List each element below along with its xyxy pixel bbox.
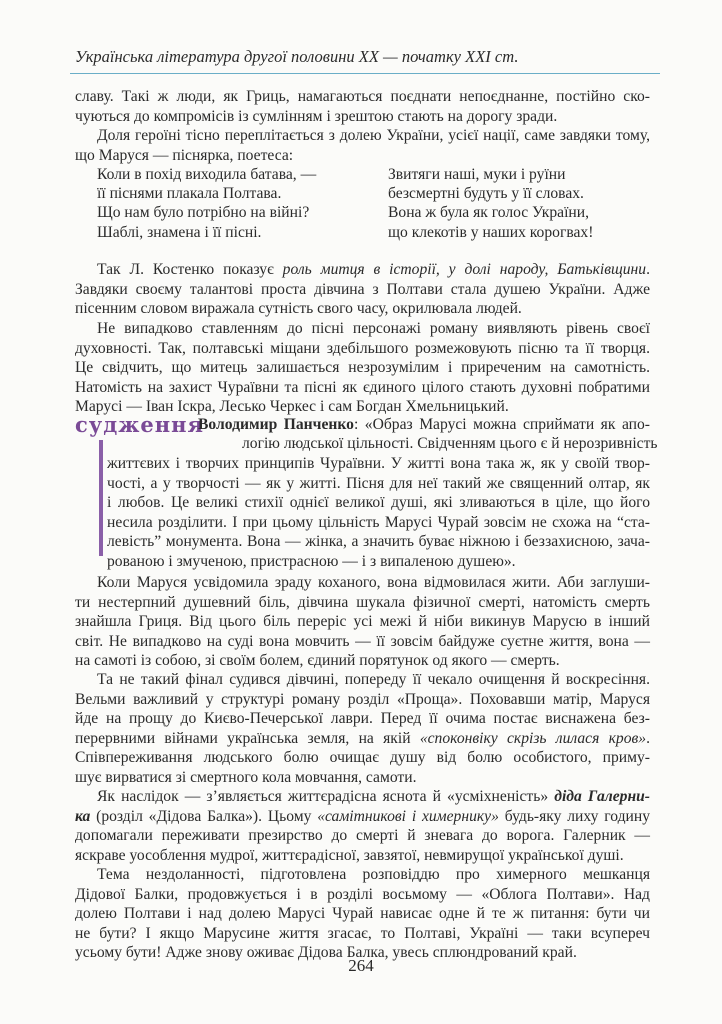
text-segment: (розділ «Дідова Балка»). Цьому: [90, 807, 318, 825]
text-line: що Маруся — піснярка, поетеса:: [75, 146, 294, 164]
text-line: Вельми важливий у структурі роману розділ «Проща». Поховавши матір, Маруся: [75, 690, 650, 708]
text-line: усьому бути! Адже знову оживає Дідова Балка, увесь сплюндрований край.: [75, 944, 577, 961]
text-segment: : «Образ Марусі можна сприймати як апо-: [353, 416, 650, 433]
text-segment: .: [646, 261, 650, 278]
paragraph-6: [75, 670, 650, 787]
paragraph-5: [75, 573, 650, 671]
text-line: Коли Маруся усвідомила зраду коханого, вона відмовилася жити. Аби заглуши-: [97, 574, 650, 591]
text-segment: Так Л. Костенко показує: [97, 261, 283, 278]
text-line: Не випадково ставленням до пісні персонажі роману виявляють рівень своєї: [97, 320, 650, 337]
emphasized-text: роль митця в історії, у долі народу, Батьківщини: [282, 261, 647, 278]
text-line: левість” монумента. Вона — жінка, а значить буває ніжною і беззахисною, зача-: [107, 533, 650, 550]
poem-line: Шаблі, знамена і її пісні.: [97, 223, 262, 241]
paragraph-2: [75, 126, 650, 165]
text-line: Натомість на захист Чураївни та пісні як єдиного цілого стають духовні побратими: [75, 378, 650, 396]
poem-line: її піснями плакала Полтава.: [97, 185, 282, 203]
text-line: несила розділити. І при цьому цільність Марусі Чурай зовсім не схожа на “ста-: [107, 513, 650, 531]
text-line: рованою і змученою, пристрасною — і з випаленою душею».: [107, 552, 516, 570]
text-segment: будь-яку лиху годину: [498, 807, 650, 825]
text-line: йде на прощу до Києво-Печерської лаври. Перед її очима постає виснажена без-: [75, 710, 650, 727]
text-line: [75, 260, 650, 280]
text-line: життєвих і творчих принципів Чураївни. У житті вона така ж, як у своїй твор-: [107, 455, 650, 472]
text-segment: перервними війнами українська земля, на якій: [75, 729, 420, 747]
text-line: і любов. Це великі стихії однієї великої душі, які зливаються в ціле, що його: [107, 494, 650, 511]
poem-right-stanza: [388, 165, 593, 242]
emphasized-text: діда Галерни-: [554, 788, 650, 805]
text-line: чуються до компромісів із сумлінням і зрештою стають на дорогу зради.: [75, 107, 558, 125]
poem-left-stanza: [97, 165, 316, 242]
text-line: Це свідчить, що митець залишається незрозумілим і приреченим на самотність.: [75, 359, 650, 376]
emphasized-text: «самітникові і химернику»: [317, 807, 499, 825]
emphasized-text: Володимир Панченко: [198, 416, 354, 433]
text-line: шує вирватися зі смертного кола мовчання, самоти.: [75, 768, 417, 786]
text-line: Співпереживання людського болю очищає душу від болю особистого, приму-: [75, 749, 650, 766]
text-line: світ. Не випадково на суді вона мовчить — її зовсім байдуже суєтне життя, вона —: [75, 632, 650, 650]
header-divider: [70, 73, 660, 74]
text-line: Та не такий фінал судився дівчині, попереду її чекало очищення й воскресіння.: [97, 671, 650, 688]
paragraph-4: [75, 319, 650, 417]
paragraph-3: [75, 260, 650, 319]
poem-line: Звитяги наші, муки і руїни: [388, 166, 566, 183]
emphasized-text: «споконвіку скрізь лилася кров»: [419, 729, 647, 747]
poem-line: безсмертні будуть у її словах.: [388, 185, 584, 203]
text-line: чості, а у творчості — як у житті. Пісня для неї такий же священний олтар, як: [107, 474, 650, 492]
text-line: пісенним словом виражала сутність свого часу, окрилювала людей.: [75, 300, 522, 317]
poem-line: що клекотів у наших корогвах!: [388, 223, 594, 241]
text-line: яскраве уособлення мудрої, життєрадісної, завзятої, невмирущої української душі.: [75, 846, 624, 864]
opinion-sidebar-bar: [99, 440, 103, 556]
text-line: логію людської цільності. Свідченням цього є й нерозривність: [242, 435, 658, 452]
text-line: славу. Такі ж люди, як Гриць, намагаються поєднати непоєднанне, постійно ско-: [75, 88, 650, 105]
text-line: [75, 729, 650, 749]
opinion-heading: судження: [75, 412, 205, 437]
text-line: долею Полтави і над долею Марусі Чурай нависає одне й те ж питання: бути чи: [75, 905, 650, 922]
text-line: [75, 787, 650, 807]
page-number: 264: [348, 956, 374, 975]
text-line: Тема нездоланності, підготовлена розповіддю про химерного мешканця: [97, 866, 650, 883]
text-segment: Як наслідок — з’являється життєрадісна яснота й «усміхненість»: [97, 788, 555, 805]
poem-line: Вона ж була як голос України,: [388, 204, 590, 222]
poem-line: Коли в похід виходила батава, —: [97, 166, 317, 183]
text-line: Завдяки своєму талантові проста дівчина з Полтави стала душею України. Адже: [75, 280, 650, 298]
paragraph-8: [75, 865, 650, 963]
text-line: Дідової Балки, продовжується і в розділі восьмому — «Облога Полтави». Над: [75, 885, 650, 903]
text-line: знайшла Гриця. Від цього біль переріс усі межі й ніби викинув Марусю в інший: [75, 613, 650, 630]
text-line: [75, 807, 650, 827]
text-line: [198, 415, 650, 435]
emphasized-text: ка: [75, 807, 91, 825]
text-line: допомагали переживати презирство до смерті й зневага до ворога. Галерник —: [75, 827, 650, 844]
poem-line: Що нам було потрібно на війні?: [97, 204, 310, 222]
opinion-quote-first-line: [198, 415, 650, 435]
text-line: Доля героїні тісно переплітається з долею України, усієї нації, саме завдяки тому,: [97, 127, 650, 144]
opinion-quote-body: [107, 454, 650, 571]
running-header: Українська література другої половини XX — початку XXI ст.: [75, 47, 519, 66]
text-line: Марусі — Іван Іскра, Лесько Черкес і сам Богдан Хмельницький.: [75, 398, 509, 415]
paragraph-1: [75, 87, 650, 126]
text-line: не бути? І якщо Марусине життя згасає, то Полтаві, Україні — таки всупереч: [75, 924, 650, 942]
paragraph-7: [75, 787, 650, 865]
opinion-quote-second-line: [242, 434, 658, 454]
text-segment: .: [646, 729, 651, 747]
text-line: на самоті із собою, зі своїм болем, єдиний порятунок од якого — смерть.: [75, 652, 560, 669]
text-line: ти нестерпний душевний біль, дівчина шукала фізичної смерті, натомість смерть: [75, 593, 650, 611]
text-line: духовності. Так, полтавські міщани здебільшого розмежовують пісню та її творця.: [75, 339, 650, 357]
